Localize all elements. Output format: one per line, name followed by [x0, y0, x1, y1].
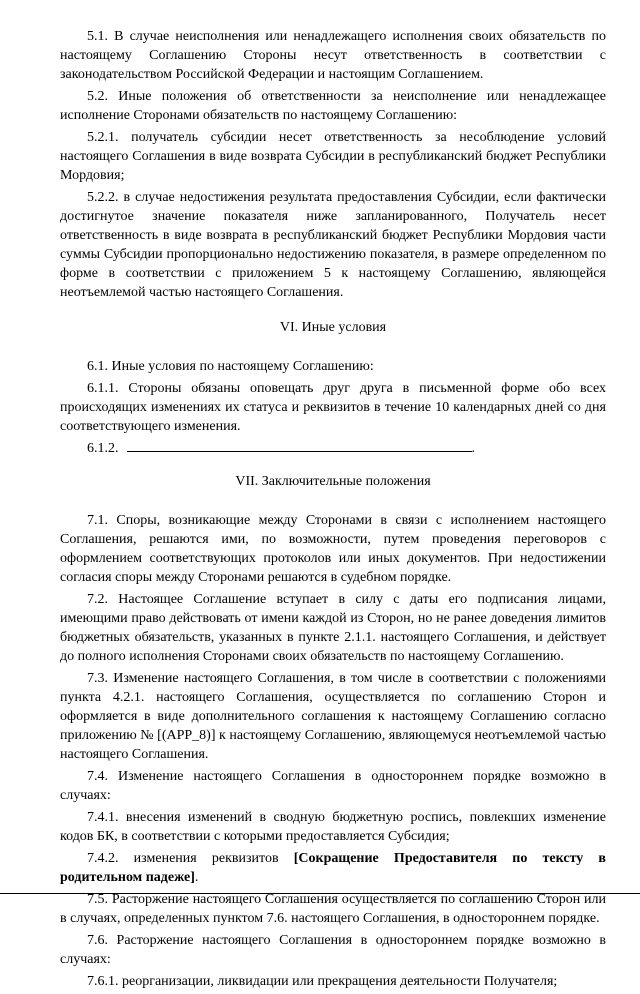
paragraph-5-1: 5.1. В случае неисполнения или ненадлежащего исполнения своих обязательств по настоящему Соглашению Стороны несут ответственность в соответствии с законодательством Российской Федерации и настоящим Соглашением. — [60, 29, 606, 82]
paragraph-7-2: 7.2. Настоящее Соглашение вступает в силу с даты его подписания лицами, имеющими право действовать от имени каждой из Сторон, но не ранее доведения лимитов бюджетных обязательств, указанных в пункте 2.1.1. настоящего Соглашения, и действует до полного исполнения Сторонами своих обязательств по настоящему Соглашению. — [60, 592, 606, 664]
paragraph-6-1: 6.1. Иные условия по настоящему Соглашению: — [87, 359, 374, 374]
paragraph-7-4-2 — [60, 849, 606, 887]
section-7-heading: VII. Заключительные положения — [235, 474, 431, 489]
paragraph-7-4-1: 7.4.1. внесения изменений в сводную бюджетную роспись, повлекших изменение кодов БК, в соответствии с которыми предоставляется Субсидия; — [60, 810, 606, 844]
paragraph-6-1-2-label: 6.1.2. — [87, 441, 119, 456]
paragraph-7-6-1: 7.6.1. реорганизации, ликвидации или прекращения деятельности Получателя; — [87, 974, 558, 989]
paragraph-7-3: 7.3. Изменение настоящего Соглашения, в том числе в соответствии с положениями пункта 4.2.1. настоящего Соглашения, осуществляется по соглашению Сторон и оформляется в виде дополнительного соглашения к настоящему Соглашению согласно приложению № [(APP_8)] к настоящему Соглашению, являющемуся неотъемлемой частью настоящего Соглашения. — [60, 671, 606, 762]
paragraph-6-1-2-end: . — [471, 441, 475, 456]
document-page — [60, 27, 606, 994]
section-6-heading: VI. Иные условия — [279, 320, 387, 335]
blank-fill-line — [127, 439, 472, 452]
paragraph-5-2-2: 5.2.2. в случае недостижения результата предоставления Субсидии, если фактически достигнутое значение показателя ниже запланированного, Получатель несет ответственность в виде возврата в республиканский бюджет Республики Мордовия части суммы Субсидии пропорционально недостижению показателя, в размере определенном по форме в соответствии с приложением 5 к настоящему Соглашению, являющейся неотъемлемой частью настоящего Соглашения. — [60, 190, 606, 300]
paragraph-6-1-2 — [60, 439, 606, 458]
paragraph-7-5: 7.5. Расторжение настоящего Соглашения осуществляется по соглашению Сторон или в случаях, определенных пунктом 7.6. настоящего Соглашения, в одностороннем порядке. — [60, 892, 606, 926]
paragraph-7-4-2-end: . — [194, 870, 199, 885]
paragraph-7-1: 7.1. Споры, возникающие между Сторонами в связи с исполнением настоящего Соглашения, решаются ими, по возможности, путем проведения переговоров с оформлением соответствующих протоколов или иных документов. При недостижении согласия споры между Сторонами решаются в судебном порядке. — [60, 513, 606, 585]
paragraph-7-4-2-start: 7.4.2. изменения реквизитов — [87, 851, 294, 866]
paragraph-7-4-2-placeholder: [Сокращение Предоставителя по тексту в родительном падеже] — [60, 851, 606, 885]
bottom-divider — [0, 893, 640, 894]
paragraph-7-4: 7.4. Изменение настоящего Соглашения в одностороннем порядке возможно в случаях: — [60, 769, 606, 803]
paragraph-7-6: 7.6. Расторжение настоящего Соглашения в одностороннем порядке возможно в случаях: — [60, 933, 606, 967]
paragraph-6-1-1: 6.1.1. Стороны обязаны оповещать друг друга в письменной форме обо всех происходящих изменениях их статуса и реквизитов в течение 10 календарных дней со дня соответствующего изменения. — [60, 381, 606, 434]
paragraph-5-2: 5.2. Иные положения об ответственности за неисполнение или ненадлежащее исполнение Сторонами обязательств по настоящему Соглашению: — [60, 89, 606, 123]
paragraph-5-2-1: 5.2.1. получатель субсидии несет ответственность за несоблюдение условий настоящего Соглашения в виде возврата Субсидии в республиканский бюджет Республики Мордовия; — [60, 130, 606, 183]
